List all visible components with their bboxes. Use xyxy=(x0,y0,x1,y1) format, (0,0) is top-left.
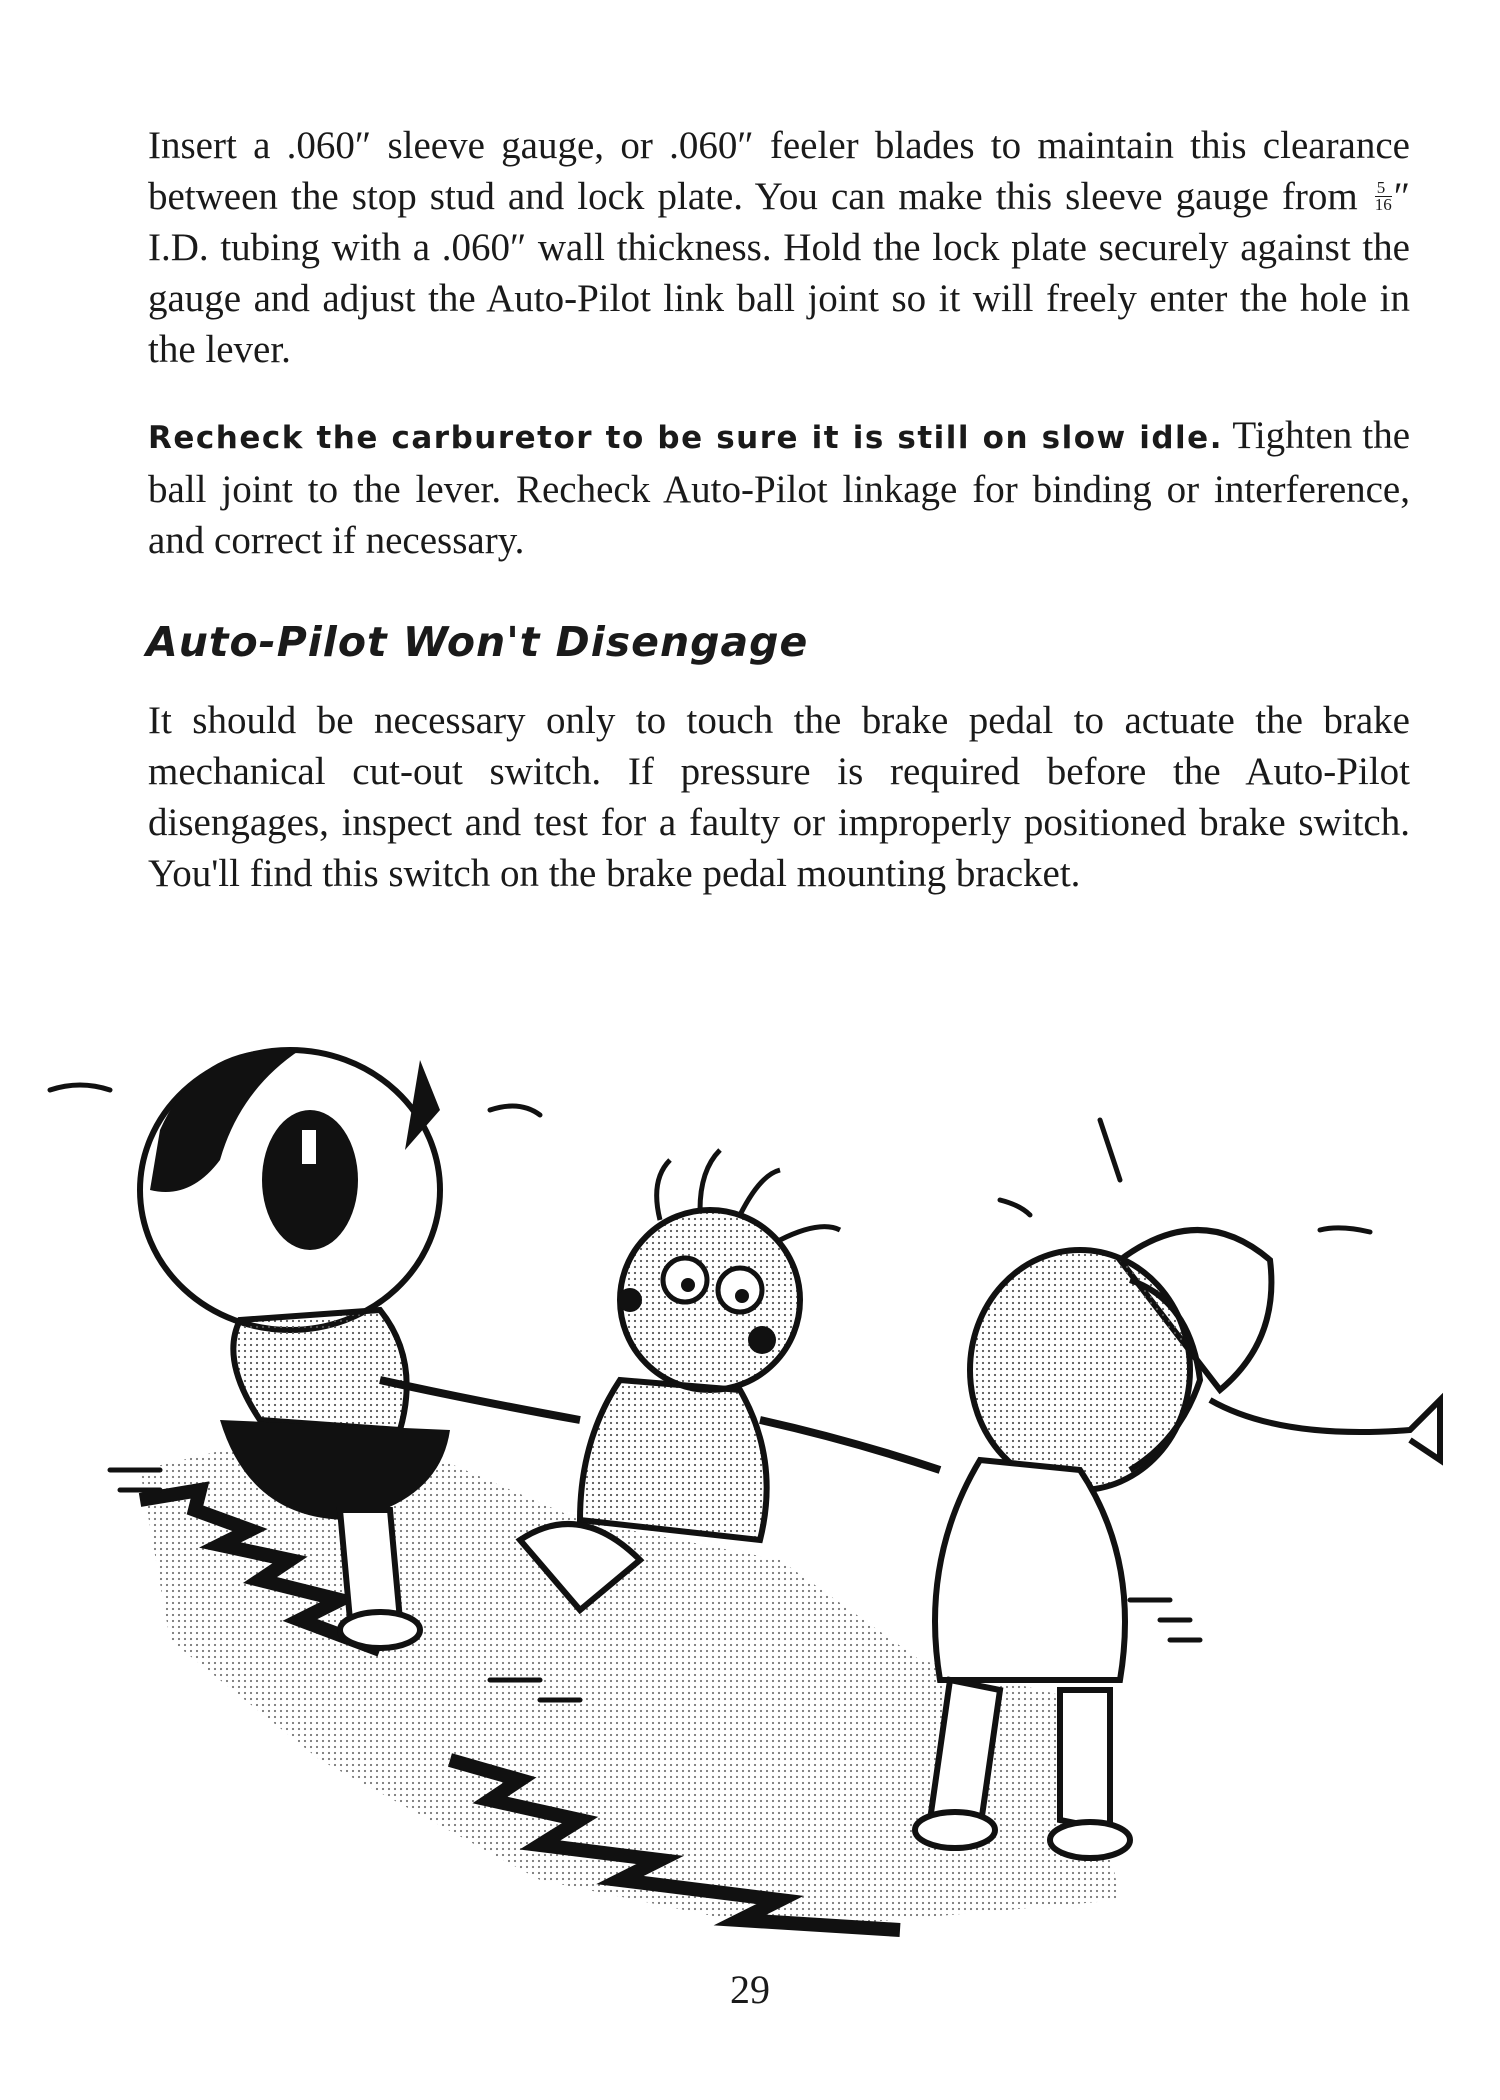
fraction-denominator: 16 xyxy=(1374,194,1392,214)
section-heading: Auto-Pilot Won't Disengage xyxy=(146,618,809,666)
paragraph-text-start: Insert a .060″ sleeve gauge, or .060″ feeler blades to maintain this clearance between the stop stud and lock plate. You can make this sleeve gauge from xyxy=(148,124,1410,218)
paragraph-text: Tighten the ball joint to the lever. Recheck Auto-Pilot linkage for binding or interference, and correct if necessary. xyxy=(148,414,1411,562)
fraction-five-sixteenths xyxy=(1374,177,1392,214)
page-number: 29 xyxy=(730,1967,770,2012)
bold-lead-in: Recheck the carburetor to be sure it is still on slow idle. xyxy=(148,420,1223,456)
paragraph-recheck-carburetor xyxy=(148,410,1410,566)
paragraph-sleeve-gauge xyxy=(148,120,1410,375)
paragraph-wont-disengage: It should be necessary only to touch the brake pedal to actuate the brake mechanical cut-out switch. If pressure is required before the Auto-Pilot disengages, inspect and test for a faulty or improperly positioned brake switch. You'll find this switch on the brake pedal mounting bracket. xyxy=(148,699,1410,895)
cartoon-children-illustration xyxy=(20,1000,1480,1940)
fraction-numerator: 5 xyxy=(1375,180,1392,197)
paragraph-text-end: ″ I.D. tubing with a .060″ wall thickness. Hold the lock plate securely against the gauge and adjust the Auto-Pilot link ball joint so it will freely enter the hole in the lever. xyxy=(148,175,1410,371)
